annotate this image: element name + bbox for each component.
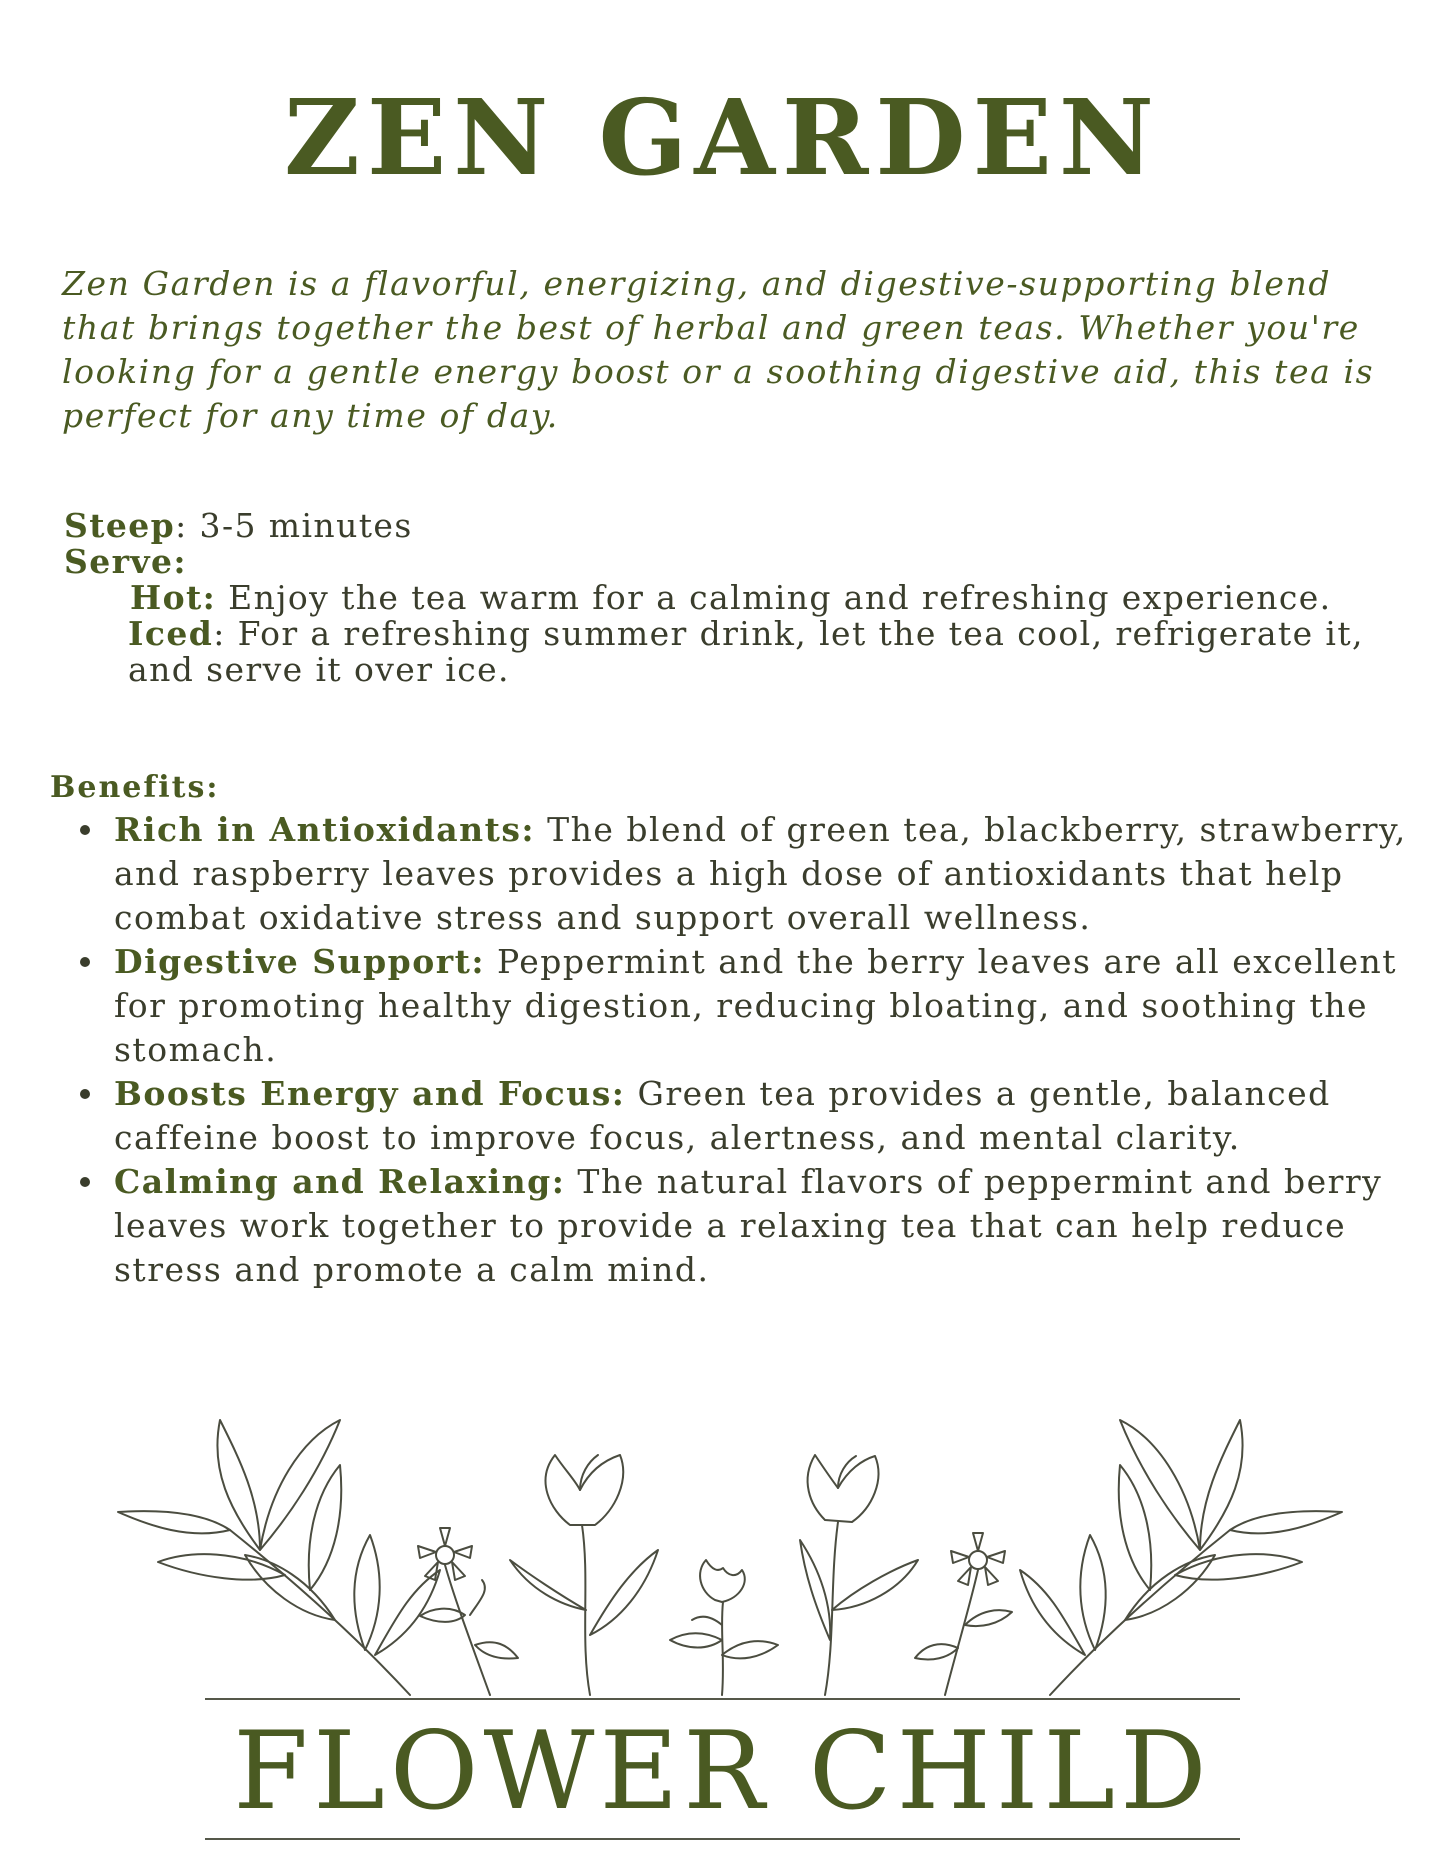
list-item [80, 808, 1410, 940]
page-title: ZEN GARDEN [284, 76, 1161, 199]
brand-logo-text: FLOWER CHILD [233, 1709, 1212, 1834]
benefit-text: The natural flavors of peppermint and berry leaves work together to provide a relaxing tea that can help reduce stress and promote a calm mind. [114, 1162, 1383, 1289]
steep-line [64, 508, 1384, 544]
serve-iced [64, 616, 1384, 688]
divider-bottom [205, 1838, 1240, 1840]
serve-iced-text: : For a refreshing summer drink, let the tea cool, refrigerate it, and serve it over ice. [128, 614, 1364, 689]
list-item [80, 940, 1410, 1072]
bullet-icon [80, 1089, 90, 1099]
bullet-icon [80, 1177, 90, 1187]
bullet-icon [80, 957, 90, 967]
intro-paragraph: Zen Garden is a flavorful, energizing, and digestive-supporting blend that brings together the best of herbal and green teas. Whether you're looking for a gentle energy boost or a soothing digestive aid, this tea is perfect for any time of day. [62, 264, 1375, 435]
list-item [80, 1160, 1410, 1292]
floral-line-art-icon [110, 1400, 1350, 1700]
benefit-text: Green tea provides a gentle, balanced caffeine boost to improve focus, alertness, and mental clarity. [114, 1074, 1331, 1157]
steep-label: Steep [64, 506, 176, 545]
benefit-label: Rich in Antioxidants: [114, 810, 536, 849]
steep-value: : 3-5 minutes [175, 506, 413, 545]
list-item [80, 1072, 1410, 1160]
serve-hot-text: Enjoy the tea warm for a calming and refreshing experience. [216, 578, 1332, 617]
serve-label: Serve: [64, 542, 187, 581]
benefit-label: Digestive Support: [114, 942, 486, 981]
serve-hot [64, 580, 1384, 616]
benefit-text: Peppermint and the berry leaves are all excellent for promoting healthy digestion, reducing bloating, and soothing the stomach. [114, 942, 1398, 1069]
serve-iced-label: Iced [128, 614, 214, 653]
benefits-heading: Benefits: [50, 770, 220, 805]
serve-hot-label: Hot: [130, 578, 217, 617]
benefit-label: Boosts Energy and Focus: [114, 1074, 626, 1113]
benefit-label: Calming and Relaxing: [114, 1162, 566, 1201]
divider-top [205, 1698, 1240, 1700]
benefits-list [80, 808, 1410, 1292]
bullet-icon [80, 825, 90, 835]
serve-section [64, 544, 1384, 688]
benefit-text: The blend of green tea, blackberry, strawberry, and raspberry leaves provides a high dose of antioxidants that help combat oxidative stress and support overall wellness. [114, 810, 1407, 937]
